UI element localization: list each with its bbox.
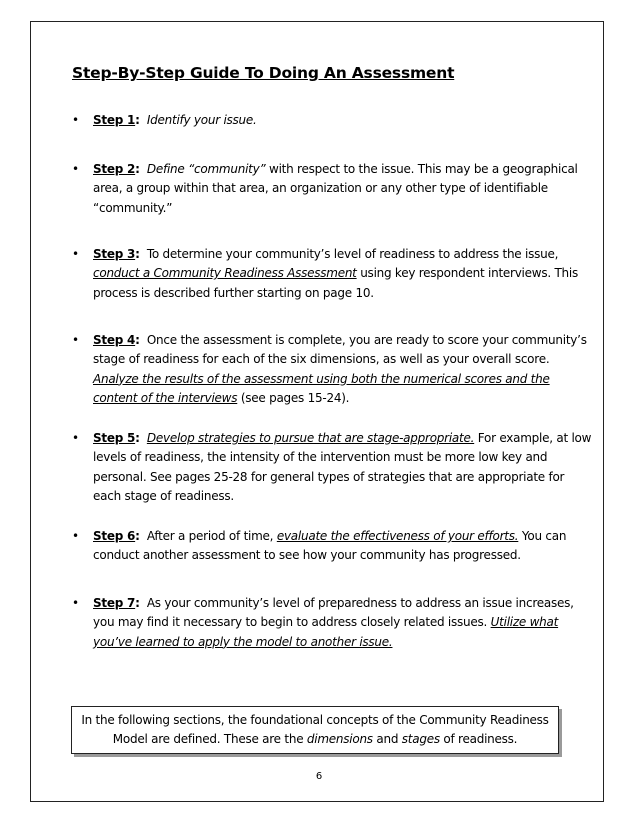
- step-item: [72, 429, 592, 506]
- step-label: Step 7: [93, 596, 136, 610]
- text-segment: dimensions: [306, 732, 373, 746]
- step-text: [147, 113, 257, 127]
- step-label: Step 5: [93, 431, 136, 445]
- text-segment: using key respondent interviews. This process is described further starting on page 10.: [93, 266, 578, 300]
- step-label: Step 2: [93, 162, 136, 176]
- step-item: [72, 527, 592, 566]
- text-segment: Once the assessment is complete, you are ready to score your community’s stage of readiness for each of the six dimensions, as well as your overall score.: [93, 333, 587, 367]
- text-segment: Utilize what you’ve learned to apply the model to another issue.: [93, 615, 559, 649]
- text-segment: In the following sections, the foundational concepts of the Community Readiness Model are defined. These are the: [81, 713, 549, 746]
- step-colon: :: [135, 431, 140, 445]
- step-text: [93, 162, 578, 215]
- step-text: [93, 596, 574, 649]
- text-segment: stages: [401, 732, 440, 746]
- step-text: [93, 247, 578, 300]
- step-item: [72, 160, 592, 218]
- bullet-icon: •: [72, 162, 79, 176]
- step-label: Step 4: [93, 333, 136, 347]
- step-label: Step 1: [93, 113, 136, 127]
- note-text: [81, 713, 548, 746]
- text-segment: For example, at low levels of readiness, the intensity of the intervention must be more low key and personal. See pages 25-28 for general types of strategies that are appropriate for each stage of readiness.: [93, 431, 592, 503]
- bullet-icon: •: [72, 333, 79, 347]
- step-text: [93, 431, 591, 503]
- text-segment: with respect to the issue. This may be a geographical area, a group within that area, an organization or any other type of identifiable “community.”: [93, 162, 578, 215]
- step-colon: :: [135, 333, 140, 347]
- text-segment: Analyze the results of the assessment using both the numerical scores and the content of the interviews: [93, 371, 550, 405]
- step-colon: :: [135, 113, 140, 127]
- step-colon: :: [135, 247, 140, 261]
- step-text: [93, 333, 587, 405]
- step-label: Step 6: [93, 529, 136, 543]
- step-colon: :: [135, 529, 140, 543]
- bullet-icon: •: [72, 113, 79, 127]
- step-item: [72, 594, 592, 652]
- text-segment: conduct a Community Readiness Assessment: [93, 266, 357, 281]
- step-colon: :: [135, 596, 140, 610]
- step-colon: :: [135, 162, 140, 176]
- text-segment: evaluate the effectiveness of your efforts.: [276, 529, 519, 543]
- text-segment: (see pages 15-24).: [237, 390, 350, 405]
- bullet-icon: •: [72, 596, 79, 610]
- step-item: [72, 111, 592, 130]
- text-segment: As your community’s level of preparedness to address an issue increases, you may find it necessary to begin to address closely related issues.: [93, 596, 574, 630]
- step-item: [72, 331, 592, 408]
- text-segment: Identify your issue.: [146, 113, 257, 127]
- text-segment: To determine your community’s level of readiness to address the issue,: [146, 247, 559, 261]
- bullet-icon: •: [72, 431, 79, 445]
- text-segment: You can conduct another assessment to see how your community has progressed.: [93, 529, 567, 563]
- note-box: [71, 706, 559, 754]
- text-segment: Develop strategies to pursue that are stage-appropriate.: [146, 431, 475, 445]
- bullet-icon: •: [72, 529, 79, 543]
- page-number: 6: [315, 771, 323, 782]
- step-text: [93, 529, 566, 562]
- step-item: [72, 245, 592, 303]
- page-border: [30, 21, 604, 802]
- text-segment: Define “community”: [146, 162, 266, 176]
- text-segment: and: [372, 732, 402, 746]
- step-label: Step 3: [93, 247, 136, 261]
- bullet-icon: •: [72, 247, 79, 261]
- page-title: Step-By-Step Guide To Doing An Assessment: [72, 64, 455, 82]
- text-segment: After a period of time,: [146, 529, 277, 543]
- text-segment: of readiness.: [439, 732, 518, 746]
